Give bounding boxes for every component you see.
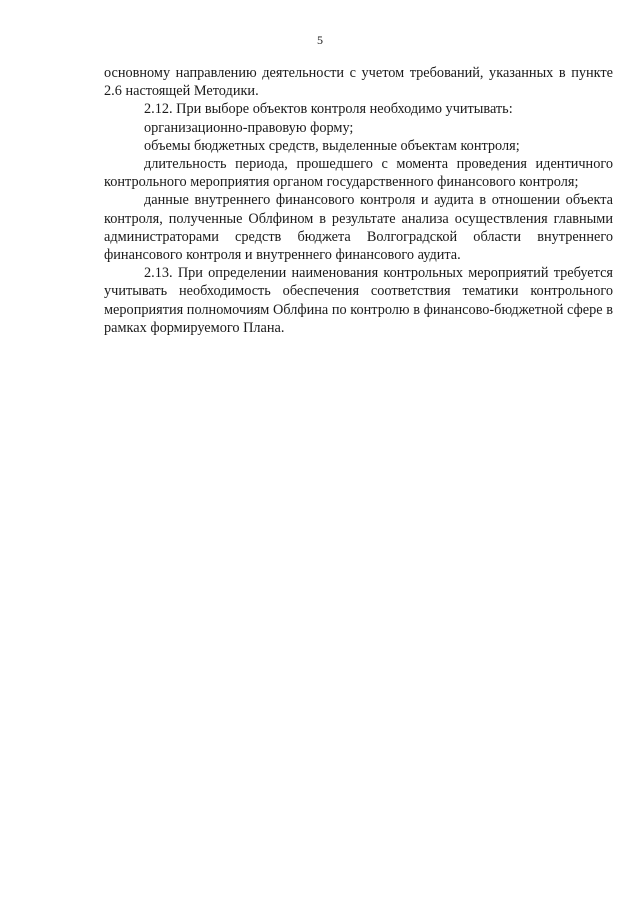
document-body xyxy=(104,64,613,337)
paragraph-section-2-12: 2.12. При выборе объектов контроля необходимо учитывать: xyxy=(144,101,513,118)
list-item-period-duration: длительность периода, прошедшего с момента проведения идентичного контрольного мероприятия органом государственного финансового контроля; xyxy=(104,156,613,191)
paragraph-section-2-13: 2.13. При определении наименования контрольных мероприятий требуется учитывать необходимость обеспечения соответствия тематики контрольного мероприятия полномочиям Облфина по контролю в финансово-бюджетной сфере в рамках формируемого Плана. xyxy=(104,265,613,336)
page-number: 5 xyxy=(317,33,323,47)
list-item-budget-volume: объемы бюджетных средств, выделенные объектам контроля; xyxy=(144,137,520,154)
paragraph-continuation: основному направлению деятельности с учетом требований, указанных в пункте 2.6 настоящей Методики. xyxy=(104,65,613,100)
list-item-legal-form: организационно-правовую форму; xyxy=(144,119,354,136)
list-item-internal-control-data: данные внутреннего финансового контроля и аудита в отношении объекта контроля, полученные Облфином в результате анализа осуществления главными администраторами средств бюджета Волгоградской области внутреннего финансового контроля и внутреннего финансового аудита. xyxy=(104,192,613,264)
